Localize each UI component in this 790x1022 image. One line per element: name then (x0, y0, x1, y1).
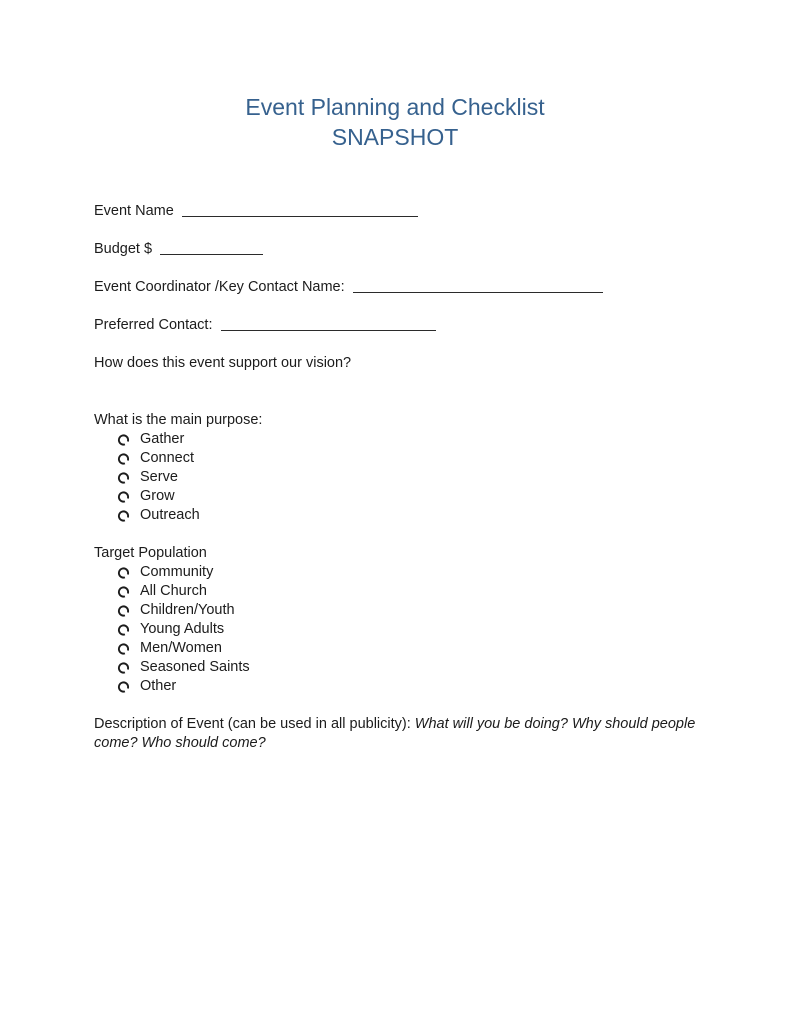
field-preferred-contact (94, 316, 696, 335)
purpose-option (117, 449, 696, 468)
open-circle-icon (117, 661, 130, 675)
document-title (0, 92, 790, 152)
event-name-label: Event Name (94, 203, 174, 219)
open-circle-icon (117, 604, 130, 618)
open-circle-icon (117, 452, 130, 466)
field-budget (94, 240, 696, 259)
field-coordinator (94, 278, 696, 297)
form-body (94, 202, 696, 753)
purpose-option (117, 468, 696, 487)
field-event-name (94, 202, 696, 221)
open-circle-icon (117, 585, 130, 599)
coordinator-label: Event Coordinator /Key Contact Name: (94, 279, 345, 295)
population-option (117, 677, 696, 696)
purpose-heading: What is the main purpose: (94, 412, 263, 428)
purpose-options-list (94, 430, 696, 525)
event-description-prompt (94, 715, 696, 753)
event-name-blank-line (182, 203, 418, 217)
purpose-option-label: Connect (140, 450, 195, 466)
population-option (117, 601, 696, 620)
population-option (117, 582, 696, 601)
population-option-label: Seasoned Saints (140, 659, 250, 675)
population-option-label: All Church (140, 583, 207, 599)
target-population-heading: Target Population (94, 545, 207, 561)
purpose-option-label: Outreach (140, 507, 200, 523)
open-circle-icon (117, 642, 130, 656)
population-option-label: Other (140, 678, 177, 694)
open-circle-icon (117, 680, 130, 694)
budget-label: Budget $ (94, 241, 153, 257)
open-circle-icon (117, 509, 130, 523)
open-circle-icon (117, 433, 130, 447)
preferred-contact-blank-line (221, 317, 436, 331)
population-option-label: Young Adults (140, 621, 225, 637)
purpose-option-label: Gather (140, 431, 185, 447)
population-option (117, 620, 696, 639)
open-circle-icon (117, 490, 130, 504)
coordinator-blank-line (353, 279, 603, 293)
purpose-option (117, 487, 696, 506)
description-italic-prompt: What will you be doing? Why should people come? Who should come? (94, 716, 696, 751)
open-circle-icon (117, 471, 130, 485)
preferred-contact-label: Preferred Contact: (94, 317, 213, 333)
purpose-option-label: Grow (140, 488, 175, 504)
population-option-label: Community (140, 564, 214, 580)
population-option-label: Children/Youth (140, 602, 235, 618)
population-option (117, 658, 696, 677)
purpose-option-label: Serve (140, 469, 178, 485)
description-label: Description of Event (can be used in all publicity): (94, 716, 411, 732)
open-circle-icon (117, 566, 130, 580)
title-line-1: Event Planning and Checklist (245, 94, 545, 120)
purpose-option (117, 430, 696, 449)
population-option (117, 639, 696, 658)
vision-question: How does this event support our vision? (94, 355, 352, 371)
target-population-options-list (94, 563, 696, 696)
title-line-2: SNAPSHOT (331, 124, 459, 150)
budget-blank-line (160, 241, 263, 255)
purpose-option (117, 506, 696, 525)
population-option (117, 563, 696, 582)
population-option-label: Men/Women (140, 640, 222, 656)
open-circle-icon (117, 623, 130, 637)
